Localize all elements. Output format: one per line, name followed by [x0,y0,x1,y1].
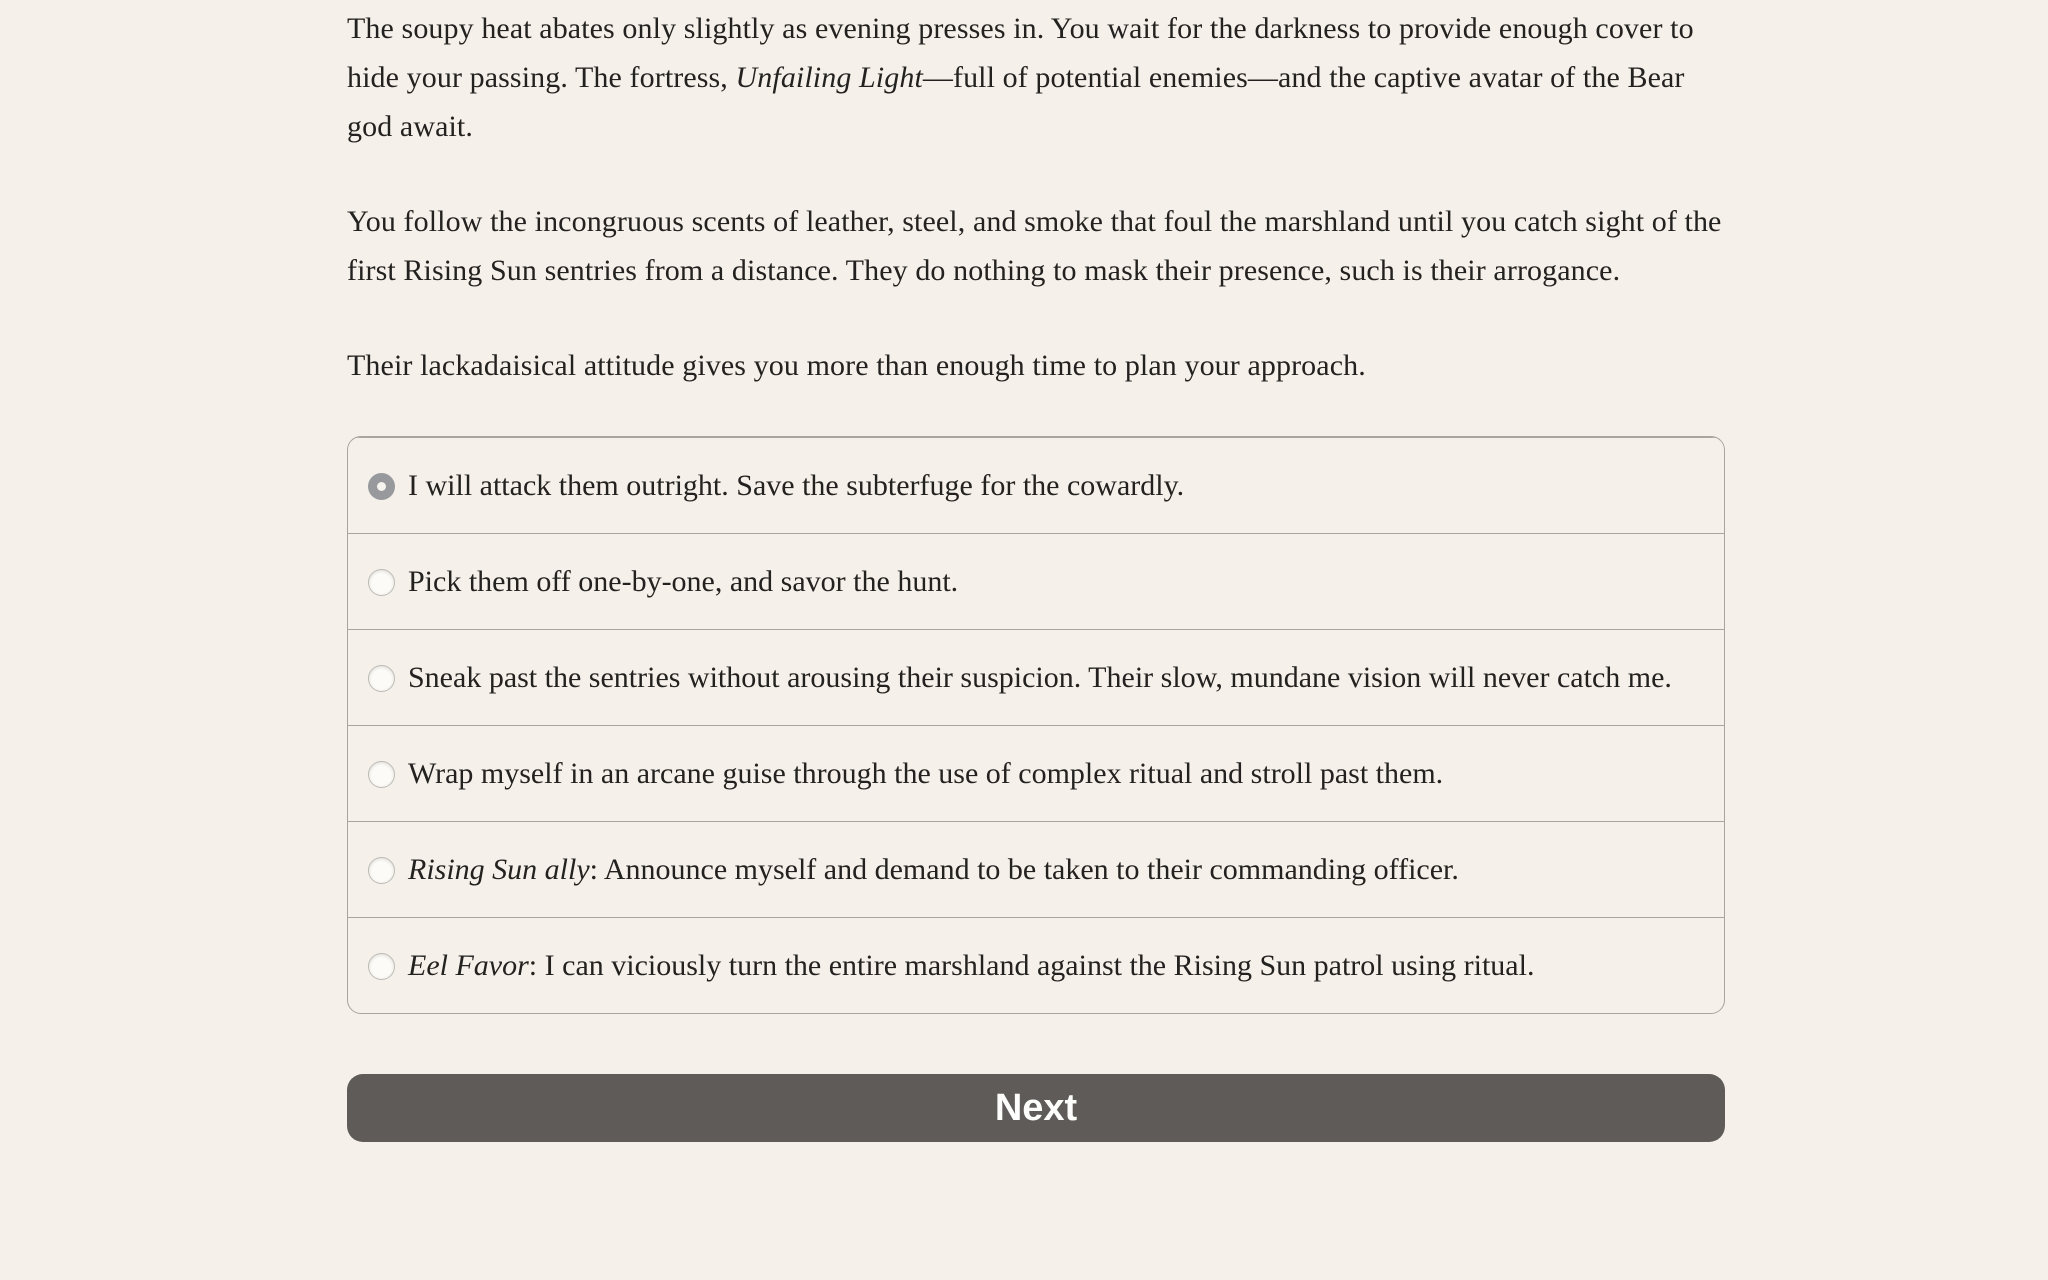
choice-option-label: Sneak past the sentries without arousing their suspicion. Their slow, mundane vision will never catch me. [408,661,1672,694]
choice-option-label: Eel Favor: I can viciously turn the entire marshland against the Rising Sun patrol using ritual. [408,949,1535,982]
choice-option[interactable] [348,917,1724,1013]
choice-option[interactable] [348,725,1724,821]
radio-button-icon[interactable] [368,665,395,692]
story-paragraph: The soupy heat abates only slightly as evening presses in. You wait for the darkness to provide enough cover to hide your passing. The fortress, Unfailing Light—full of potential enemies—and the captive avatar of the Bear god await. [347,12,1694,143]
choice-option[interactable] [348,629,1724,725]
choice-list [347,436,1725,1014]
radio-button-icon[interactable] [368,473,395,500]
next-button[interactable]: Next [347,1074,1725,1142]
story-text [347,4,1725,390]
choice-option-label: I will attack them outright. Save the subterfuge for the cowardly. [408,469,1185,502]
story-paragraph: Their lackadaisical attitude gives you more than enough time to plan your approach. [347,349,1366,382]
choice-option-label: Rising Sun ally: Announce myself and demand to be taken to their commanding officer. [408,853,1459,886]
radio-dot [377,482,386,491]
radio-button-icon[interactable] [368,953,395,980]
radio-button-icon[interactable] [368,569,395,596]
radio-button-icon[interactable] [368,761,395,788]
story-page [347,0,1725,1142]
story-paragraph: You follow the incongruous scents of leather, steel, and smoke that foul the marshland until you catch sight of the first Rising Sun sentries from a distance. They do nothing to mask their presence, such is their arrogance. [347,205,1722,287]
choice-option-label: Pick them off one-by-one, and savor the hunt. [408,565,959,598]
choice-option-label: Wrap myself in an arcane guise through the use of complex ritual and stroll past them. [408,757,1444,790]
choice-option[interactable] [348,821,1724,917]
choice-option[interactable] [348,437,1724,533]
radio-button-icon[interactable] [368,857,395,884]
choice-option[interactable] [348,533,1724,629]
